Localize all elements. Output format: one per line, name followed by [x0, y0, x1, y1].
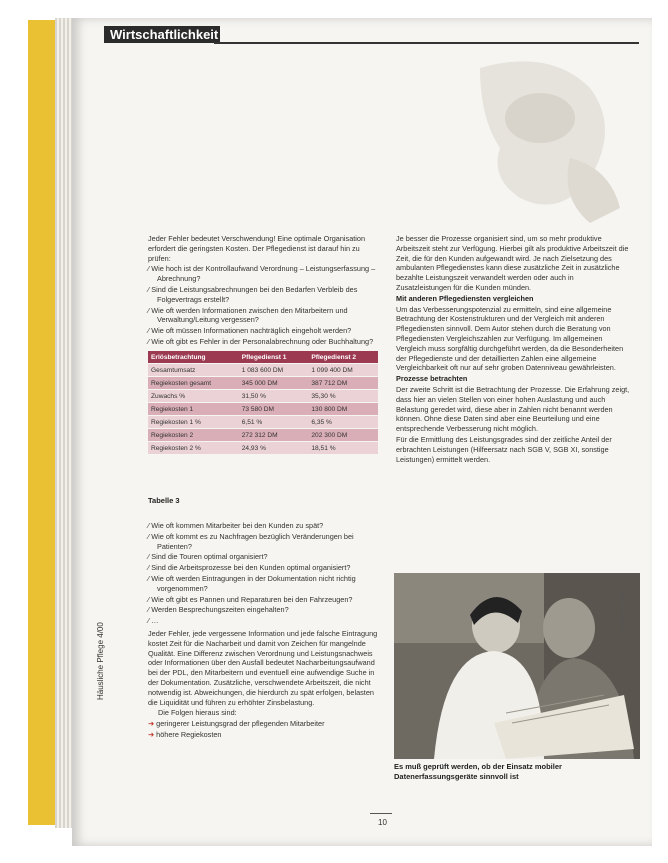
- table-header-cell: Erlösbetrachtung: [148, 351, 239, 364]
- table-cell: 35,30 %: [308, 390, 378, 403]
- subheading: Prozesse betrachten: [396, 374, 468, 384]
- question-item: ∕ Wie oft werden Eintragungen in der Dokumentation nicht richtig vorgenommen?: [148, 573, 356, 593]
- photo-caregiver-and-patient: [394, 573, 640, 759]
- question-item: ∕ Wie oft kommen Mitarbeiter bei den Kunden zu spät?: [148, 521, 324, 530]
- cost-table: [148, 351, 378, 455]
- page-number: 10: [378, 818, 387, 827]
- question-item: ∕ Wie oft kommt es zu Nachfragen bezüglich Veränderungen bei Patienten?: [148, 531, 354, 551]
- footprint-decoration: [420, 48, 640, 228]
- table-cell: 1 099 400 DM: [308, 364, 378, 377]
- arrow-icon: ➜: [148, 729, 155, 739]
- table-cell: 24,93 %: [239, 442, 309, 455]
- table-row: [148, 442, 378, 455]
- table-cell: Regiekosten 1 %: [148, 416, 239, 429]
- table-row: [148, 377, 378, 390]
- table-cell: Regiekosten 2: [148, 429, 239, 442]
- left-column-top: [148, 234, 380, 348]
- question-item: ∕ Wie oft gibt es Fehler in der Personalabrechnung oder Buchhaltung?: [148, 336, 374, 346]
- table-header-cell: Pflegedienst 1: [239, 351, 309, 364]
- table-cell: 31,50 %: [239, 390, 309, 403]
- intro-paragraph: Jeder Fehler bedeutet Verschwendung! Eine optimale Organisation erfordert die geringsten Kosten. Der Pflegedienst ist darauf hin zu prüfen:: [148, 234, 366, 263]
- consequences-label: Die Folgen hieraus sind:: [158, 708, 237, 718]
- table-cell: 6,51 %: [239, 416, 309, 429]
- table-cell: Regiekosten 2 %: [148, 442, 239, 455]
- question-item: ∕ Wie oft werden Informationen zwischen den Mitarbeitern und Verwaltung/Leitung vergessen?: [148, 305, 348, 325]
- publication-label: Häusliche Pflege 4/00: [96, 622, 105, 700]
- table-row: [148, 364, 378, 377]
- left-column-bottom: [148, 521, 380, 741]
- table-row: [148, 416, 378, 429]
- closing-paragraph: Jeder Fehler, jede vergessene Information und jede falsche Eintragung kostet Zeit für die Nacharbeit und damit von Zeichen für mangelnde Qualität. Eine Differenz zwischen Verordnung und Leistungsnachweis oder Informationen über den Ausfall bedeutet Nacharbeitungsaufwand bei der PDL, den Mitarbeitern und eventuell eine aufwendige Suche in der Dokumentation. Zusätzliche, verschwendete Arbeitszeit, die nicht notwendig ist. Abweichungen, die hierdurch zu spät erfolgen, belasten die Liquidität und führen zu erhöhter Zinsbelastung.: [148, 628, 378, 707]
- photo-caption: Es muß geprüft werden, ob der Einsatz mobiler Datenerfassungsgeräte sinnvoll ist: [394, 762, 562, 781]
- table-cell: Regiekosten 1: [148, 403, 239, 416]
- consequence-item: ➜ geringerer Leistungsgrad der pflegenden Mitarbeiter: [148, 719, 325, 729]
- table-row: [148, 403, 378, 416]
- subheading: Mit anderen Pflegediensten vergleichen: [396, 293, 534, 303]
- question-item: ∕ Werden Besprechungszeiten eingehalten?: [148, 605, 289, 615]
- question-item: ∕ Sind die Arbeitsprozesse bei den Kunden optimal organisiert?: [148, 563, 351, 573]
- table-cell: 73 580 DM: [239, 403, 309, 416]
- paragraph: Der zweite Schritt ist die Betrachtung der Prozesse. Die Erfahrung zeigt, dass hier an vielen Stellen von einer hohen Auslastung und auch Belastung geredet wird, diese aber in Zahlen nicht benannt werden können. Ohne diese Daten sind aber eine Beurteilung und eine entsprechende Verbesserung nicht möglich.: [396, 384, 630, 434]
- question-item: ∕ …: [148, 616, 159, 626]
- table-cell: 18,51 %: [308, 442, 378, 455]
- table-row: [148, 429, 378, 442]
- table-cell: Zuwachs %: [148, 390, 239, 403]
- table-header-row: [148, 351, 378, 364]
- table-cell: 1 083 600 DM: [239, 364, 309, 377]
- table-cell: 202 300 DM: [308, 429, 378, 442]
- header-rule: [214, 42, 639, 44]
- table-cell: Gesamtumsatz: [148, 364, 239, 377]
- paragraph: Je besser die Prozesse organisiert sind, um so mehr produktive Arbeitszeit steht zur Verfügung. Hierbei gilt als produktive Arbeitszeit die Zeit, die für den Kunden aufgewandt wird. Je nach Zielsetzung des ambulanten Pflegedienstes kann diese zusätzliche Zeit in zusätzliche bezahlte Leistungszeit verwandelt werden oder auch in Zusatzleistungen für die Kunden münden.: [396, 234, 629, 292]
- table-cell: 387 712 DM: [308, 377, 378, 390]
- section-header: Wirtschaftlichkeit: [104, 26, 220, 43]
- consequence-item: ➜ höhere Regiekosten: [148, 729, 222, 739]
- question-item: ∕ Wie oft gibt es Pannen und Reparaturen bei den Fahrzeugen?: [148, 594, 353, 604]
- question-item: ∕ Wie hoch ist der Kontrollaufwand Verordnung – Leistungserfassung – Abrechnung?: [148, 264, 376, 284]
- photo-credit: Foto: Ahnlonbrot: [618, 588, 624, 633]
- table-row: [148, 390, 378, 403]
- question-item: ∕ Sind die Touren optimal organisiert?: [148, 552, 268, 562]
- paragraph: Um das Verbesserungspotenzial zu ermitteln, sind eine allgemeine Betrachtung der Kostenstrukturen und der Vergleich mit anderen Pflegediensten sinnvoll. Dem Autor stehen durch die Beratung von Pflegediensten Vergleichszahlen zur Verfügung. Im allgemeinen Vergleich muss sorgfältig durchgeführt werden, da die Besonderheiten der Pflegedienste und der detaillierten Zahlen eine allgemeine Vergleichbarkeit oft nur auf sehr groben Datenniveau gewährleisten.: [396, 304, 624, 373]
- table-cell: Regiekosten gesamt: [148, 377, 239, 390]
- paragraph: Für die Ermittlung des Leistungsgrades sind der zeitliche Anteil der erbrachten Leistungen (Hilfeersatz nach SGB V, SGB XI, sonstige Leistungen) ermittelt werden.: [396, 434, 612, 464]
- table-cell: 345 000 DM: [239, 377, 309, 390]
- table-header-cell: Pflegedienst 2: [308, 351, 378, 364]
- page-number-rule: [370, 813, 392, 814]
- question-item: ∕ Wie oft müssen Informationen nachträglich eingeholt werden?: [148, 326, 352, 336]
- question-item: ∕ Sind die Leistungsabrechnungen bei den Bedarfen Verbleib des Folgevertrags erstellt?: [148, 284, 358, 304]
- right-column: [396, 234, 630, 465]
- table-cell: 6,35 %: [308, 416, 378, 429]
- table-cell: 130 800 DM: [308, 403, 378, 416]
- arrow-icon: ➜: [148, 719, 155, 729]
- table-caption: Tabelle 3: [148, 496, 180, 505]
- table-cell: 272 312 DM: [239, 429, 309, 442]
